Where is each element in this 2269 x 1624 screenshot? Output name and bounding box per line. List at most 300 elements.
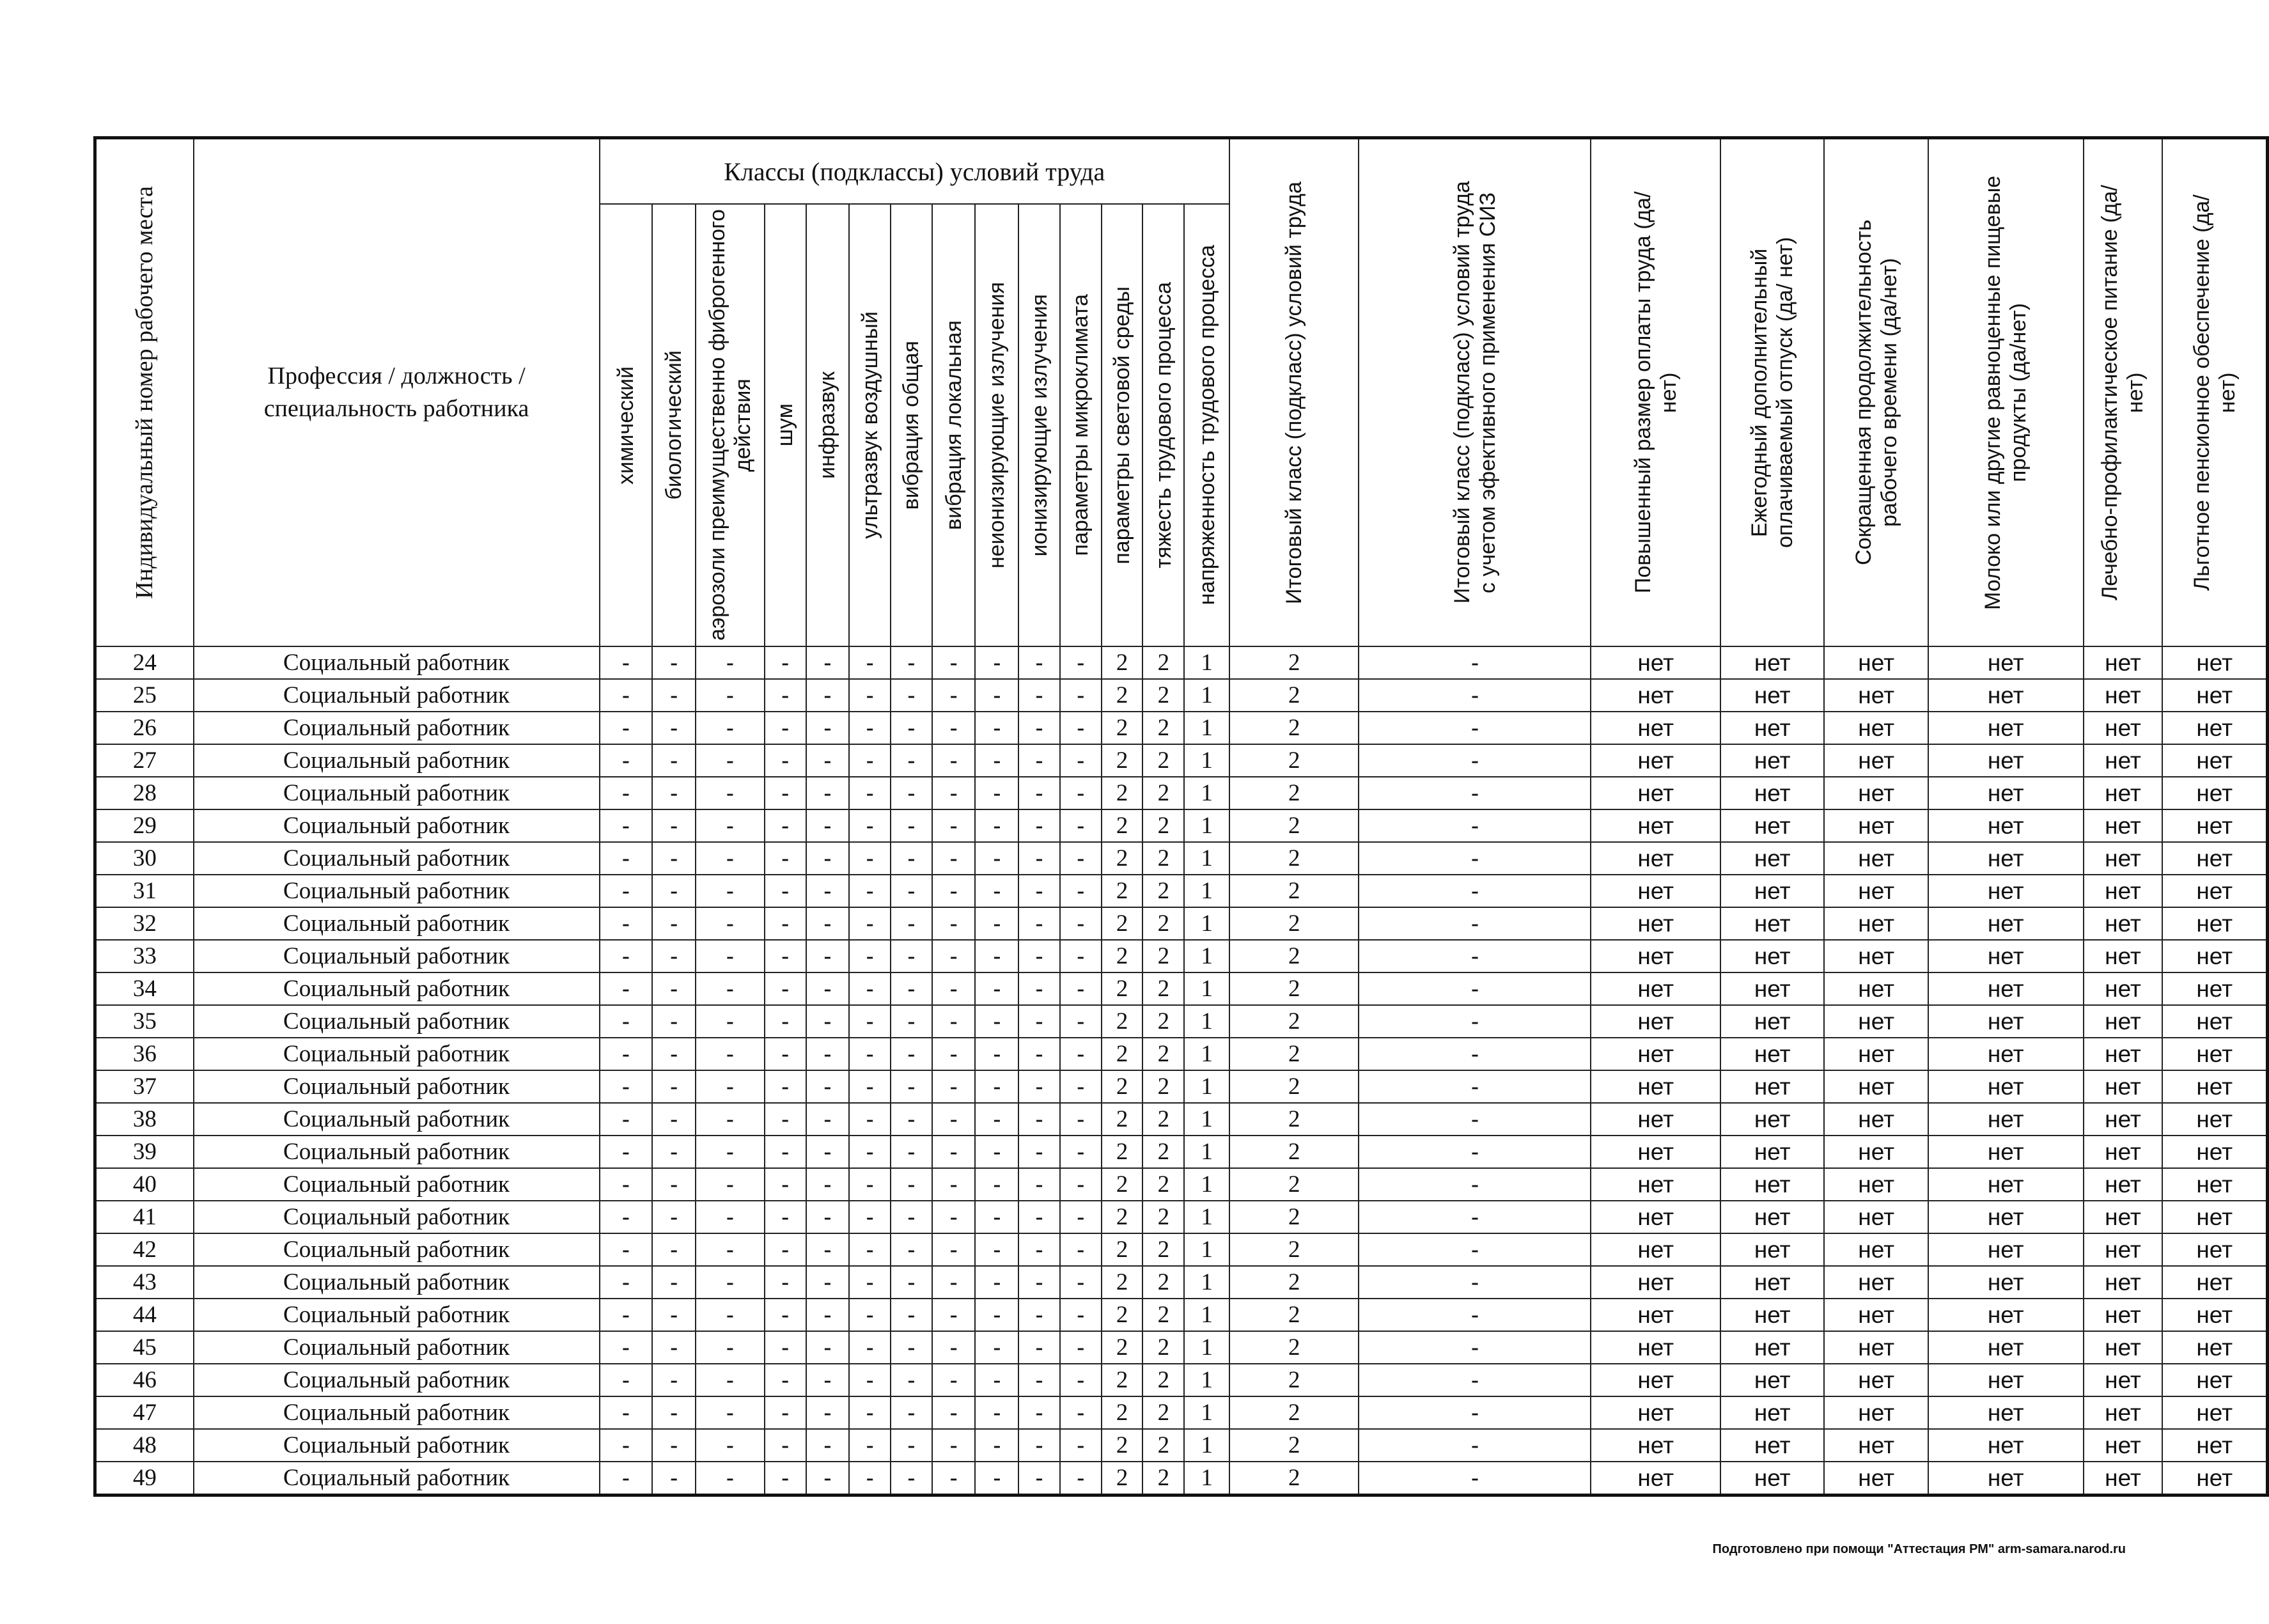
compensation-cell: нет <box>1591 1070 1720 1103</box>
factor-class-cell: - <box>849 1103 891 1136</box>
factor-class-cell: - <box>652 744 696 777</box>
final-class-siz-cell: - <box>1359 679 1591 712</box>
header-factor-aerosols <box>696 204 765 646</box>
header-factor-label: параметры микроклимата <box>1068 294 1093 556</box>
factor-class-cell: - <box>891 1201 932 1233</box>
factor-class-cell: 2 <box>1102 875 1143 907</box>
header-profession <box>194 138 600 647</box>
profession-cell: Социальный работник <box>194 1103 600 1136</box>
compensation-cell: нет <box>1824 1070 1928 1103</box>
final-class-cell: 2 <box>1229 875 1359 907</box>
factor-class-cell: - <box>891 940 932 972</box>
factor-class-cell: - <box>891 744 932 777</box>
factor-class-cell: - <box>849 1136 891 1168</box>
factor-class-cell: - <box>1018 875 1060 907</box>
table-row <box>95 1168 2268 1201</box>
compensation-cell: нет <box>2162 1266 2267 1299</box>
factor-class-cell: 2 <box>1102 712 1143 744</box>
factor-class-cell: - <box>975 1364 1018 1396</box>
compensation-cell: нет <box>1928 646 2084 679</box>
factor-class-cell: - <box>891 712 932 744</box>
factor-class-cell: - <box>652 842 696 875</box>
factor-class-cell: - <box>932 875 976 907</box>
header-comp-label: Лечебно-профилактическое питание (да/нет) <box>2098 185 2148 600</box>
factor-class-cell: - <box>932 777 976 809</box>
factor-class-cell: - <box>932 1396 976 1429</box>
profession-cell: Социальный работник <box>194 1299 600 1331</box>
compensation-cell: нет <box>1591 646 1720 679</box>
factor-class-cell: - <box>932 907 976 940</box>
factor-class-cell: 1 <box>1184 1201 1229 1233</box>
header-comp-label: Льготное пенсионное обеспечение (да/нет) <box>2189 194 2240 591</box>
factor-class-cell: 1 <box>1184 1103 1229 1136</box>
final-class-cell: 2 <box>1229 842 1359 875</box>
factor-class-cell: - <box>765 875 806 907</box>
final-class-siz-cell: - <box>1359 1331 1591 1364</box>
factor-class-cell: - <box>600 1299 653 1331</box>
factor-class-cell: - <box>765 1299 806 1331</box>
row-id-cell: 41 <box>95 1201 194 1233</box>
factor-class-cell: 1 <box>1184 777 1229 809</box>
factor-class-cell: - <box>849 646 891 679</box>
compensation-cell: нет <box>1591 907 1720 940</box>
factor-class-cell: - <box>600 1331 653 1364</box>
header-comp-milk <box>1928 138 2084 647</box>
factor-class-cell: - <box>975 712 1018 744</box>
compensation-cell: нет <box>1824 712 1928 744</box>
factor-class-cell: 1 <box>1184 712 1229 744</box>
factor-class-cell: - <box>1018 1462 1060 1495</box>
header-factor-label: инфразвук <box>815 371 840 479</box>
factor-class-cell: - <box>891 1299 932 1331</box>
compensation-cell: нет <box>1591 1103 1720 1136</box>
factor-class-cell: - <box>806 1299 850 1331</box>
compensation-cell: нет <box>1591 1462 1720 1495</box>
header-classes-group-label: Классы (подклассы) условий труда <box>724 157 1105 186</box>
final-class-siz-cell: - <box>1359 1201 1591 1233</box>
final-class-cell: 2 <box>1229 1201 1359 1233</box>
final-class-cell: 2 <box>1229 1299 1359 1331</box>
compensation-cell: нет <box>1824 1005 1928 1038</box>
factor-class-cell: - <box>652 1299 696 1331</box>
factor-class-cell: - <box>849 712 891 744</box>
factor-class-cell: 2 <box>1102 1462 1143 1495</box>
table-row <box>95 744 2268 777</box>
factor-class-cell: - <box>600 1233 653 1266</box>
factor-class-cell: - <box>765 1266 806 1299</box>
final-class-cell: 2 <box>1229 744 1359 777</box>
footer-credit: Подготовлено при помощи "Аттестация РМ" arm-samara.narod.ru <box>1712 1542 2126 1556</box>
compensation-cell: нет <box>1824 1038 1928 1070</box>
profession-cell: Социальный работник <box>194 1396 600 1429</box>
header-factor-biological <box>652 204 696 646</box>
compensation-cell: нет <box>1928 744 2084 777</box>
header-comp-pay <box>1591 138 1720 647</box>
factor-class-cell: - <box>765 972 806 1005</box>
factor-class-cell: - <box>696 1103 765 1136</box>
compensation-cell: нет <box>2162 1201 2267 1233</box>
factor-class-cell: 2 <box>1102 809 1143 842</box>
header-factor-label: химический <box>613 366 638 485</box>
factor-class-cell: - <box>932 1103 976 1136</box>
row-id-cell: 47 <box>95 1396 194 1429</box>
factor-class-cell: - <box>849 1299 891 1331</box>
factor-class-cell: - <box>1060 907 1102 940</box>
factor-class-cell: - <box>1060 809 1102 842</box>
compensation-cell: нет <box>2162 712 2267 744</box>
final-class-cell: 2 <box>1229 1070 1359 1103</box>
compensation-cell: нет <box>1928 1233 2084 1266</box>
factor-class-cell: 2 <box>1102 1299 1143 1331</box>
final-class-siz-cell: - <box>1359 1038 1591 1070</box>
factor-class-cell: - <box>765 1233 806 1266</box>
profession-cell: Социальный работник <box>194 907 600 940</box>
factor-class-cell: - <box>652 940 696 972</box>
compensation-cell: нет <box>2162 646 2267 679</box>
compensation-cell: нет <box>1591 1364 1720 1396</box>
factor-class-cell: 2 <box>1102 1038 1143 1070</box>
header-factor-intensity <box>1184 204 1229 646</box>
table-row <box>95 1005 2268 1038</box>
factor-class-cell: 1 <box>1184 1005 1229 1038</box>
profession-cell: Социальный работник <box>194 646 600 679</box>
compensation-cell: нет <box>2162 1005 2267 1038</box>
factor-class-cell: - <box>932 842 976 875</box>
factor-class-cell: - <box>600 842 653 875</box>
factor-class-cell: - <box>891 1038 932 1070</box>
final-class-siz-cell: - <box>1359 777 1591 809</box>
factor-class-cell: - <box>696 1201 765 1233</box>
factor-class-cell: - <box>652 777 696 809</box>
final-class-cell: 2 <box>1229 1462 1359 1495</box>
factor-class-cell: - <box>806 1233 850 1266</box>
factor-class-cell: 2 <box>1102 842 1143 875</box>
table-row <box>95 972 2268 1005</box>
profession-cell: Социальный работник <box>194 1331 600 1364</box>
compensation-cell: нет <box>1591 744 1720 777</box>
factor-class-cell: - <box>849 1038 891 1070</box>
header-final-class-label: Итоговый класс (подкласс) условий труда <box>1282 181 1307 604</box>
factor-class-cell: - <box>765 679 806 712</box>
factor-class-cell: - <box>849 972 891 1005</box>
table-row <box>95 1233 2268 1266</box>
factor-class-cell: - <box>652 1168 696 1201</box>
compensation-cell: нет <box>1720 1005 1824 1038</box>
factor-class-cell: - <box>1060 1070 1102 1103</box>
compensation-cell: нет <box>2162 940 2267 972</box>
row-id-cell: 32 <box>95 907 194 940</box>
factor-class-cell: - <box>849 1266 891 1299</box>
factor-class-cell: - <box>1060 972 1102 1005</box>
factor-class-cell: - <box>652 1396 696 1429</box>
compensation-cell: нет <box>1591 1168 1720 1201</box>
factor-class-cell: - <box>652 1005 696 1038</box>
row-id-cell: 37 <box>95 1070 194 1103</box>
factor-class-cell: 2 <box>1102 777 1143 809</box>
row-id-cell: 29 <box>95 809 194 842</box>
factor-class-cell: - <box>1018 712 1060 744</box>
factor-class-cell: - <box>975 1038 1018 1070</box>
compensation-cell: нет <box>2162 1364 2267 1396</box>
header-final-class-siz-label: Итоговый класс (подкласс) условий труда с учетом эфективного применения СИЗ <box>1449 181 1500 604</box>
factor-class-cell: - <box>765 777 806 809</box>
factor-class-cell: - <box>600 972 653 1005</box>
header-factor-label: напряженность трудового процесса <box>1194 245 1219 605</box>
compensation-cell: нет <box>1591 940 1720 972</box>
factor-class-cell: - <box>1018 1233 1060 1266</box>
factor-class-cell: - <box>806 1136 850 1168</box>
compensation-cell: нет <box>1720 1429 1824 1462</box>
factor-class-cell: - <box>1018 1201 1060 1233</box>
factor-class-cell: - <box>932 1266 976 1299</box>
factor-class-cell: - <box>1018 1429 1060 1462</box>
table-row <box>95 1103 2268 1136</box>
factor-class-cell: - <box>932 744 976 777</box>
compensation-cell: нет <box>2162 1429 2267 1462</box>
factor-class-cell: - <box>849 1462 891 1495</box>
factor-class-cell: - <box>1018 1070 1060 1103</box>
factor-class-cell: 2 <box>1142 875 1184 907</box>
compensation-cell: нет <box>1824 1201 1928 1233</box>
factor-class-cell: - <box>1060 875 1102 907</box>
compensation-cell: нет <box>1928 1364 2084 1396</box>
factor-class-cell: 1 <box>1184 809 1229 842</box>
profession-cell: Социальный работник <box>194 1038 600 1070</box>
factor-class-cell: - <box>975 940 1018 972</box>
factor-class-cell: 1 <box>1184 940 1229 972</box>
factor-class-cell: - <box>806 712 850 744</box>
factor-class-cell: - <box>806 1396 850 1429</box>
factor-class-cell: 2 <box>1142 972 1184 1005</box>
table-row <box>95 940 2268 972</box>
factor-class-cell: - <box>891 1331 932 1364</box>
factor-class-cell: - <box>652 1462 696 1495</box>
factor-class-cell: - <box>765 646 806 679</box>
factor-class-cell: - <box>891 1233 932 1266</box>
factor-class-cell: 2 <box>1142 1462 1184 1495</box>
header-row-top <box>95 138 2268 205</box>
factor-class-cell: - <box>891 679 932 712</box>
row-id-cell: 28 <box>95 777 194 809</box>
factor-class-cell: - <box>765 1038 806 1070</box>
compensation-cell: нет <box>2084 1299 2163 1331</box>
compensation-cell: нет <box>1720 1396 1824 1429</box>
final-class-cell: 2 <box>1229 1136 1359 1168</box>
factor-class-cell: 1 <box>1184 875 1229 907</box>
factor-class-cell: - <box>806 1103 850 1136</box>
factor-class-cell: 2 <box>1142 1168 1184 1201</box>
factor-class-cell: - <box>1018 1005 1060 1038</box>
compensation-cell: нет <box>1720 646 1824 679</box>
factor-class-cell: - <box>696 1168 765 1201</box>
factor-class-cell: - <box>1018 1396 1060 1429</box>
table-row <box>95 1462 2268 1495</box>
compensation-cell: нет <box>1928 809 2084 842</box>
compensation-cell: нет <box>2084 712 2163 744</box>
factor-class-cell: - <box>1018 972 1060 1005</box>
factor-class-cell: - <box>696 1299 765 1331</box>
factor-class-cell: 2 <box>1102 1103 1143 1136</box>
profession-cell: Социальный работник <box>194 1429 600 1462</box>
row-id-cell: 31 <box>95 875 194 907</box>
factor-class-cell: - <box>932 972 976 1005</box>
compensation-cell: нет <box>1720 1233 1824 1266</box>
factor-class-cell: - <box>975 1462 1018 1495</box>
profession-cell: Социальный работник <box>194 1462 600 1495</box>
factor-class-cell: - <box>1018 1299 1060 1331</box>
factor-class-cell: - <box>975 1299 1018 1331</box>
factor-class-cell: - <box>652 809 696 842</box>
table-row <box>95 1136 2268 1168</box>
compensation-cell: нет <box>2084 1396 2163 1429</box>
row-id-cell: 39 <box>95 1136 194 1168</box>
factor-class-cell: - <box>765 842 806 875</box>
factor-class-cell: - <box>891 1005 932 1038</box>
final-class-siz-cell: - <box>1359 1070 1591 1103</box>
factor-class-cell: - <box>600 1005 653 1038</box>
table-row <box>95 907 2268 940</box>
factor-class-cell: - <box>696 1266 765 1299</box>
row-id-cell: 49 <box>95 1462 194 1495</box>
factor-class-cell: - <box>1018 842 1060 875</box>
row-id-cell: 45 <box>95 1331 194 1364</box>
factor-class-cell: 2 <box>1102 1070 1143 1103</box>
row-id-cell: 48 <box>95 1429 194 1462</box>
final-class-cell: 2 <box>1229 679 1359 712</box>
factor-class-cell: 2 <box>1102 1005 1143 1038</box>
header-factor-nonionizing <box>975 204 1018 646</box>
factor-class-cell: - <box>975 777 1018 809</box>
header-factor-vibration-general <box>891 204 932 646</box>
compensation-cell: нет <box>1720 1331 1824 1364</box>
factor-class-cell: 2 <box>1142 646 1184 679</box>
compensation-cell: нет <box>2084 1168 2163 1201</box>
factor-class-cell: 1 <box>1184 907 1229 940</box>
factor-class-cell: 1 <box>1184 679 1229 712</box>
factor-class-cell: - <box>600 777 653 809</box>
compensation-cell: нет <box>1591 1331 1720 1364</box>
factor-class-cell: - <box>932 809 976 842</box>
factor-class-cell: - <box>806 1331 850 1364</box>
factor-class-cell: - <box>696 1364 765 1396</box>
factor-class-cell: - <box>1060 1168 1102 1201</box>
table-row <box>95 1364 2268 1396</box>
factor-class-cell: - <box>1060 777 1102 809</box>
table-row <box>95 679 2268 712</box>
factor-class-cell: 2 <box>1142 712 1184 744</box>
factor-class-cell: - <box>1060 1462 1102 1495</box>
factor-class-cell: 1 <box>1184 1233 1229 1266</box>
compensation-cell: нет <box>2084 1103 2163 1136</box>
factor-class-cell: - <box>652 972 696 1005</box>
compensation-cell: нет <box>1720 1038 1824 1070</box>
compensation-cell: нет <box>1720 1103 1824 1136</box>
factor-class-cell: - <box>975 679 1018 712</box>
profession-cell: Социальный работник <box>194 1266 600 1299</box>
row-id-cell: 24 <box>95 646 194 679</box>
factor-class-cell: - <box>765 1396 806 1429</box>
factor-class-cell: - <box>975 1396 1018 1429</box>
factor-class-cell: - <box>600 1364 653 1396</box>
factor-class-cell: - <box>932 1331 976 1364</box>
compensation-cell: нет <box>1824 744 1928 777</box>
final-class-cell: 2 <box>1229 940 1359 972</box>
compensation-cell: нет <box>1720 1201 1824 1233</box>
compensation-cell: нет <box>1824 809 1928 842</box>
factor-class-cell: - <box>652 1364 696 1396</box>
factor-class-cell: - <box>849 1233 891 1266</box>
header-comp-nutrition <box>2084 138 2163 647</box>
compensation-cell: нет <box>1591 842 1720 875</box>
factor-class-cell: - <box>1018 1168 1060 1201</box>
table-body <box>95 646 2268 1495</box>
factor-class-cell: - <box>765 1429 806 1462</box>
factor-class-cell: 1 <box>1184 646 1229 679</box>
factor-class-cell: - <box>765 907 806 940</box>
profession-cell: Социальный работник <box>194 777 600 809</box>
factor-class-cell: 2 <box>1102 679 1143 712</box>
factor-class-cell: - <box>806 1201 850 1233</box>
factor-class-cell: - <box>806 940 850 972</box>
factor-class-cell: - <box>806 1038 850 1070</box>
factor-class-cell: 2 <box>1102 907 1143 940</box>
factor-class-cell: - <box>1018 809 1060 842</box>
compensation-cell: нет <box>1720 777 1824 809</box>
factor-class-cell: 2 <box>1142 1005 1184 1038</box>
compensation-cell: нет <box>1720 1070 1824 1103</box>
compensation-cell: нет <box>2084 1070 2163 1103</box>
factor-class-cell: - <box>806 842 850 875</box>
compensation-cell: нет <box>2084 1429 2163 1462</box>
factor-class-cell: - <box>696 1462 765 1495</box>
table-row <box>95 1299 2268 1331</box>
factor-class-cell: - <box>1060 1299 1102 1331</box>
factor-class-cell: - <box>806 1005 850 1038</box>
header-comp-label: Сокращенная продолжительность рабочего времени (да/нет) <box>1851 219 1901 566</box>
compensation-cell: нет <box>1824 1429 1928 1462</box>
compensation-cell: нет <box>1928 712 2084 744</box>
factor-class-cell: - <box>975 842 1018 875</box>
factor-class-cell: - <box>1018 744 1060 777</box>
factor-class-cell: - <box>806 1429 850 1462</box>
factor-class-cell: - <box>1060 1136 1102 1168</box>
row-id-cell: 36 <box>95 1038 194 1070</box>
factor-class-cell: - <box>600 1201 653 1233</box>
factor-class-cell: - <box>1018 940 1060 972</box>
factor-class-cell: - <box>600 679 653 712</box>
final-class-siz-cell: - <box>1359 1005 1591 1038</box>
factor-class-cell: - <box>806 1266 850 1299</box>
header-row-id <box>95 138 194 647</box>
compensation-cell: нет <box>1928 1266 2084 1299</box>
compensation-cell: нет <box>2162 875 2267 907</box>
factor-class-cell: - <box>975 809 1018 842</box>
compensation-cell: нет <box>1824 1299 1928 1331</box>
factor-class-cell: 2 <box>1102 1233 1143 1266</box>
factor-class-cell: - <box>652 1136 696 1168</box>
compensation-cell: нет <box>1824 875 1928 907</box>
final-class-cell: 2 <box>1229 809 1359 842</box>
factor-class-cell: - <box>696 809 765 842</box>
compensation-cell: нет <box>1824 1168 1928 1201</box>
final-class-siz-cell: - <box>1359 1364 1591 1396</box>
compensation-cell: нет <box>2084 1331 2163 1364</box>
factor-class-cell: 1 <box>1184 1429 1229 1462</box>
factor-class-cell: - <box>652 1201 696 1233</box>
factor-class-cell: - <box>765 1070 806 1103</box>
header-factor-severity <box>1142 204 1184 646</box>
factor-class-cell: 2 <box>1142 777 1184 809</box>
